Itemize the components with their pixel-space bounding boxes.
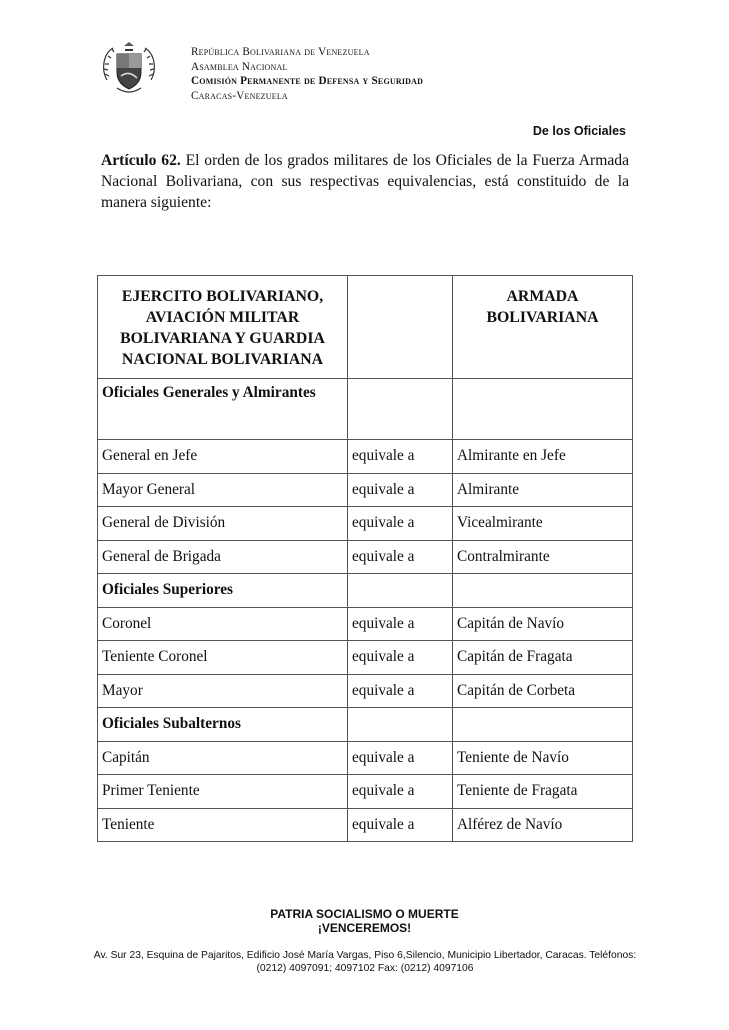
table-row <box>98 507 633 541</box>
table-row <box>98 674 633 708</box>
table-category-row <box>98 708 633 742</box>
table-row <box>98 808 633 842</box>
letterhead-assembly: Asamblea Nacional <box>191 60 288 73</box>
navy-rank-cell: Contralmirante <box>453 540 633 574</box>
table-category-row <box>98 379 633 440</box>
equivalence-cell: equivale a <box>348 607 453 641</box>
letterhead <box>191 45 423 103</box>
army-rank-cell: Mayor General <box>98 473 348 507</box>
letterhead-city: Caracas-Venezuela <box>191 89 288 102</box>
army-rank-cell: Mayor <box>98 674 348 708</box>
navy-rank-cell: Capitán de Fragata <box>453 641 633 675</box>
motto-line-2: ¡VENCEREMOS! <box>317 921 412 935</box>
navy-rank-cell: Vicealmirante <box>453 507 633 541</box>
equivalence-cell: equivale a <box>348 674 453 708</box>
equivalence-cell: equivale a <box>348 507 453 541</box>
navy-rank-cell: Almirante en Jefe <box>453 440 633 474</box>
equivalence-cell: equivale a <box>348 741 453 775</box>
army-rank-cell: General de División <box>98 507 348 541</box>
header-army: EJERCITO BOLIVARIANO, AVIACIÓN MILITAR BOLIVARIANA Y GUARDIA NACIONAL BOLIVARIANA <box>98 276 348 379</box>
army-rank-cell: General de Brigada <box>98 540 348 574</box>
navy-rank-cell: Capitán de Navío <box>453 607 633 641</box>
army-rank-cell: Capitán <box>98 741 348 775</box>
motto-line-1: PATRIA SOCIALISMO O MUERTE <box>270 907 459 921</box>
army-rank-cell: Oficiales Superiores <box>98 574 348 608</box>
letterhead-commission: Comisión Permanente de Defensa y Seguridad <box>191 75 424 87</box>
equivalence-cell: equivale a <box>348 440 453 474</box>
army-rank-cell: Teniente Coronel <box>98 641 348 675</box>
navy-rank-cell <box>453 574 633 608</box>
table-row <box>98 540 633 574</box>
footer-motto <box>0 907 729 935</box>
footer-address: Av. Sur 23, Esquina de Pajaritos, Edificio José María Vargas, Piso 6,Silencio, Municipio Libertador, Caracas. Teléfonos: (0212) 4097091; 4097102 Fax: (0212) 4097106 <box>93 950 637 974</box>
army-rank-cell: Oficiales Subalternos <box>98 708 348 742</box>
table-row <box>98 741 633 775</box>
table-row <box>98 641 633 675</box>
table-header-row <box>98 276 633 379</box>
table-row <box>98 440 633 474</box>
navy-rank-cell: Capitán de Corbeta <box>453 674 633 708</box>
army-rank-cell: Primer Teniente <box>98 775 348 809</box>
ranks-table <box>97 275 633 842</box>
header-middle <box>348 276 453 379</box>
equivalence-cell: equivale a <box>348 540 453 574</box>
table-row <box>98 473 633 507</box>
equivalence-cell: equivale a <box>348 808 453 842</box>
army-rank-cell: General en Jefe <box>98 440 348 474</box>
army-rank-cell: Teniente <box>98 808 348 842</box>
section-title: De los Oficiales <box>532 124 626 138</box>
article-text: El orden de los grados militares de los Oficiales de la Fuerza Armada Nacional Bolivariana, con sus respectivas equivalencias, está constituido de la manera siguiente: <box>101 152 630 211</box>
navy-rank-cell <box>453 379 633 440</box>
equivalence-cell <box>348 379 453 440</box>
table-category-row <box>98 574 633 608</box>
article-paragraph <box>101 150 629 213</box>
navy-rank-cell: Almirante <box>453 473 633 507</box>
coat-of-arms-icon <box>99 40 159 100</box>
letterhead-country: República Bolivariana de Venezuela <box>191 46 370 58</box>
equivalence-cell <box>348 708 453 742</box>
navy-rank-cell: Alférez de Navío <box>453 808 633 842</box>
navy-rank-cell <box>453 708 633 742</box>
navy-rank-cell: Teniente de Navío <box>453 741 633 775</box>
equivalence-cell <box>348 574 453 608</box>
navy-rank-cell: Teniente de Fragata <box>453 775 633 809</box>
equivalence-cell: equivale a <box>348 473 453 507</box>
table-row <box>98 607 633 641</box>
article-label: Artículo 62. <box>101 152 181 169</box>
header-navy: ARMADA BOLIVARIANA <box>453 276 633 379</box>
army-rank-cell: Coronel <box>98 607 348 641</box>
equivalence-cell: equivale a <box>348 775 453 809</box>
army-rank-cell: Oficiales Generales y Almirantes <box>98 379 348 440</box>
table-row <box>98 775 633 809</box>
equivalence-cell: equivale a <box>348 641 453 675</box>
